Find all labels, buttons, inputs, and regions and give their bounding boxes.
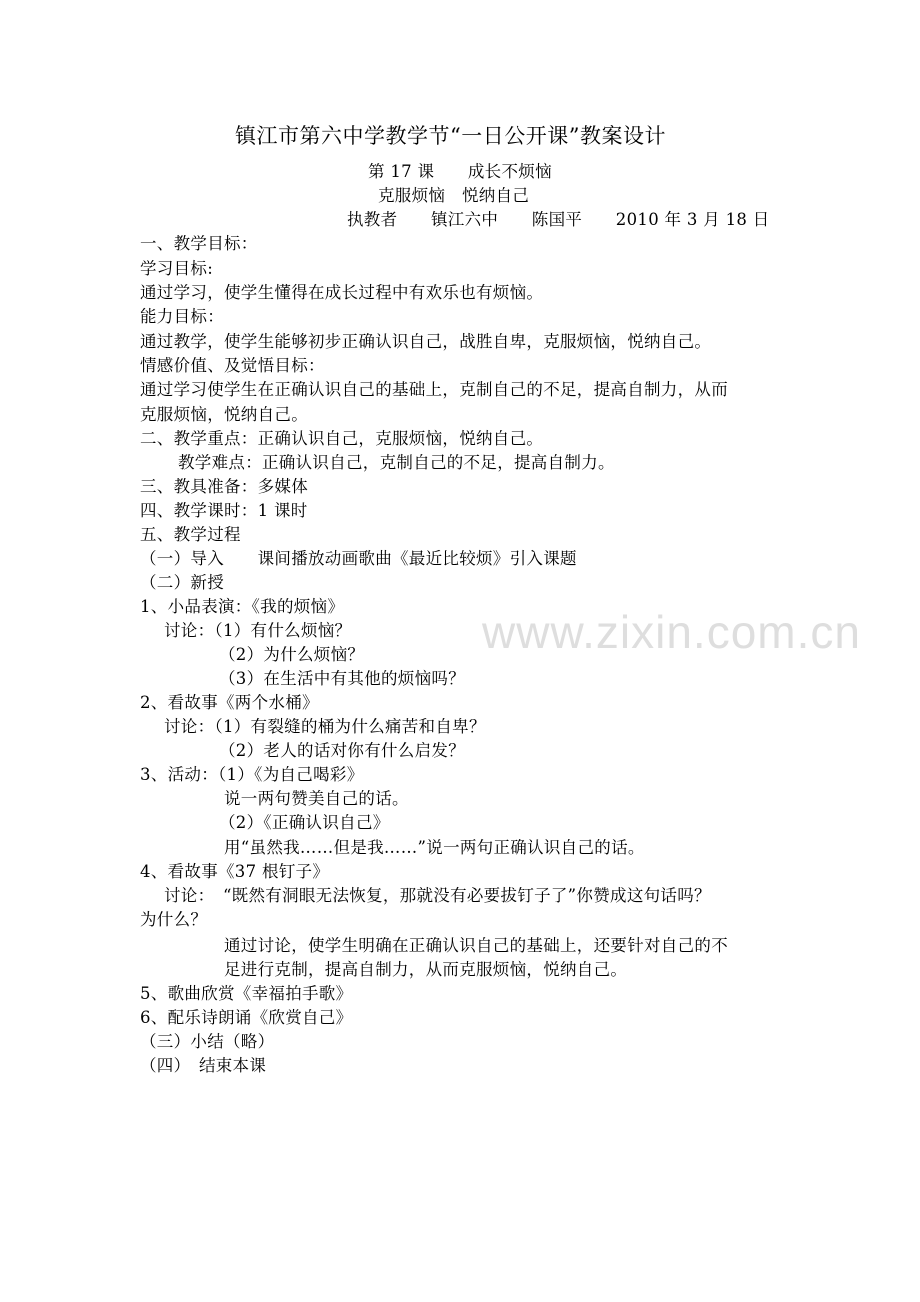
watermark: www.zixin.com.cn [482, 606, 861, 658]
body-line: 1、小品表演：《我的烦恼》 [140, 597, 345, 616]
section-heading: 三、教具准备：多媒体 [140, 477, 308, 496]
body-line: 讨论：（1）有裂缝的桶为什么痛苦和自卑？ [164, 717, 486, 736]
body-line: 足进行克制，提高自制力，从而克服烦恼，悦纳自己。 [224, 960, 628, 979]
body-line: 克服烦恼，悦纳自己。 [140, 405, 308, 424]
body-line: 通过学习使学生在正确认识自己的基础上，克制自己的不足，提高自制力，从而 [140, 380, 728, 399]
body-line: 通过学习，使学生懂得在成长过程中有欢乐也有烦恼。 [140, 283, 544, 302]
body-line: （一）导入 课间播放动画歌曲《最近比较烦》引入课题 [140, 549, 577, 568]
section-heading: 二、教学重点：正确认识自己，克服烦恼，悦纳自己。 [140, 429, 544, 448]
lesson-heading: 第 17 课 成长不烦恼 [368, 162, 552, 181]
body-line: 说一两句赞美自己的话。 [224, 789, 409, 808]
section-heading: 四、教学课时：1 课时 [140, 501, 308, 520]
byline: 执教者 镇江六中 陈国平 2010 年 3 月 18 日 [347, 210, 770, 229]
body-line: 情感价值、及觉悟目标： [140, 356, 325, 375]
lesson-subtitle: 克服烦恼 悦纳自己 [378, 186, 530, 205]
body-line: （3）在生活中有其他的烦恼吗？ [219, 669, 465, 688]
body-line: 通过教学，使学生能够初步正确认识自己，战胜自卑，克服烦恼，悦纳自己。 [140, 332, 712, 351]
body-line: （2）老人的话对你有什么启发？ [219, 741, 465, 760]
body-line: 4、看故事《37 根钉子》 [140, 862, 330, 881]
body-line: 为什么？ [140, 910, 208, 929]
section-heading: 一、教学目标： [140, 234, 258, 253]
body-line: 讨论：（1）有什么烦恼？ [164, 621, 352, 640]
body-line: 能力目标： [140, 307, 224, 326]
body-line: 学习目标: [140, 259, 214, 278]
body-line: 通过讨论，使学生明确在正确认识自己的基础上，还要针对自己的不 [224, 936, 728, 955]
body-line: 3、活动：（1）《为自己喝彩》 [140, 765, 364, 784]
body-line: 5、歌曲欣赏《幸福拍手歌》 [140, 984, 353, 1003]
body-line: 2、看故事《两个水桶》 [140, 693, 319, 712]
body-line: 教学难点：正确认识自己，克制自己的不足，提高自制力。 [178, 453, 615, 472]
body-line: 6、配乐诗朗诵《欣赏自己》 [140, 1008, 353, 1027]
section-heading: 五、教学过程 [140, 525, 241, 544]
body-line: （四） 结束本课 [140, 1056, 267, 1075]
body-line: 讨论： “既然有洞眼无法恢复，那就没有必要拔钉子了”你赞成这句话吗？ [164, 886, 711, 905]
body-line: （2）《正确认识自己》 [219, 813, 390, 832]
body-line: 用“虽然我……但是我……”说一两句正确认识自己的话。 [224, 838, 645, 857]
body-line: （三）小结（略） [140, 1032, 275, 1051]
body-line: （二）新授 [140, 573, 224, 592]
document-title: 镇江市第六中学教学节“一日公开课”教案设计 [235, 124, 666, 148]
body-line: （2）为什么烦恼？ [219, 645, 365, 664]
